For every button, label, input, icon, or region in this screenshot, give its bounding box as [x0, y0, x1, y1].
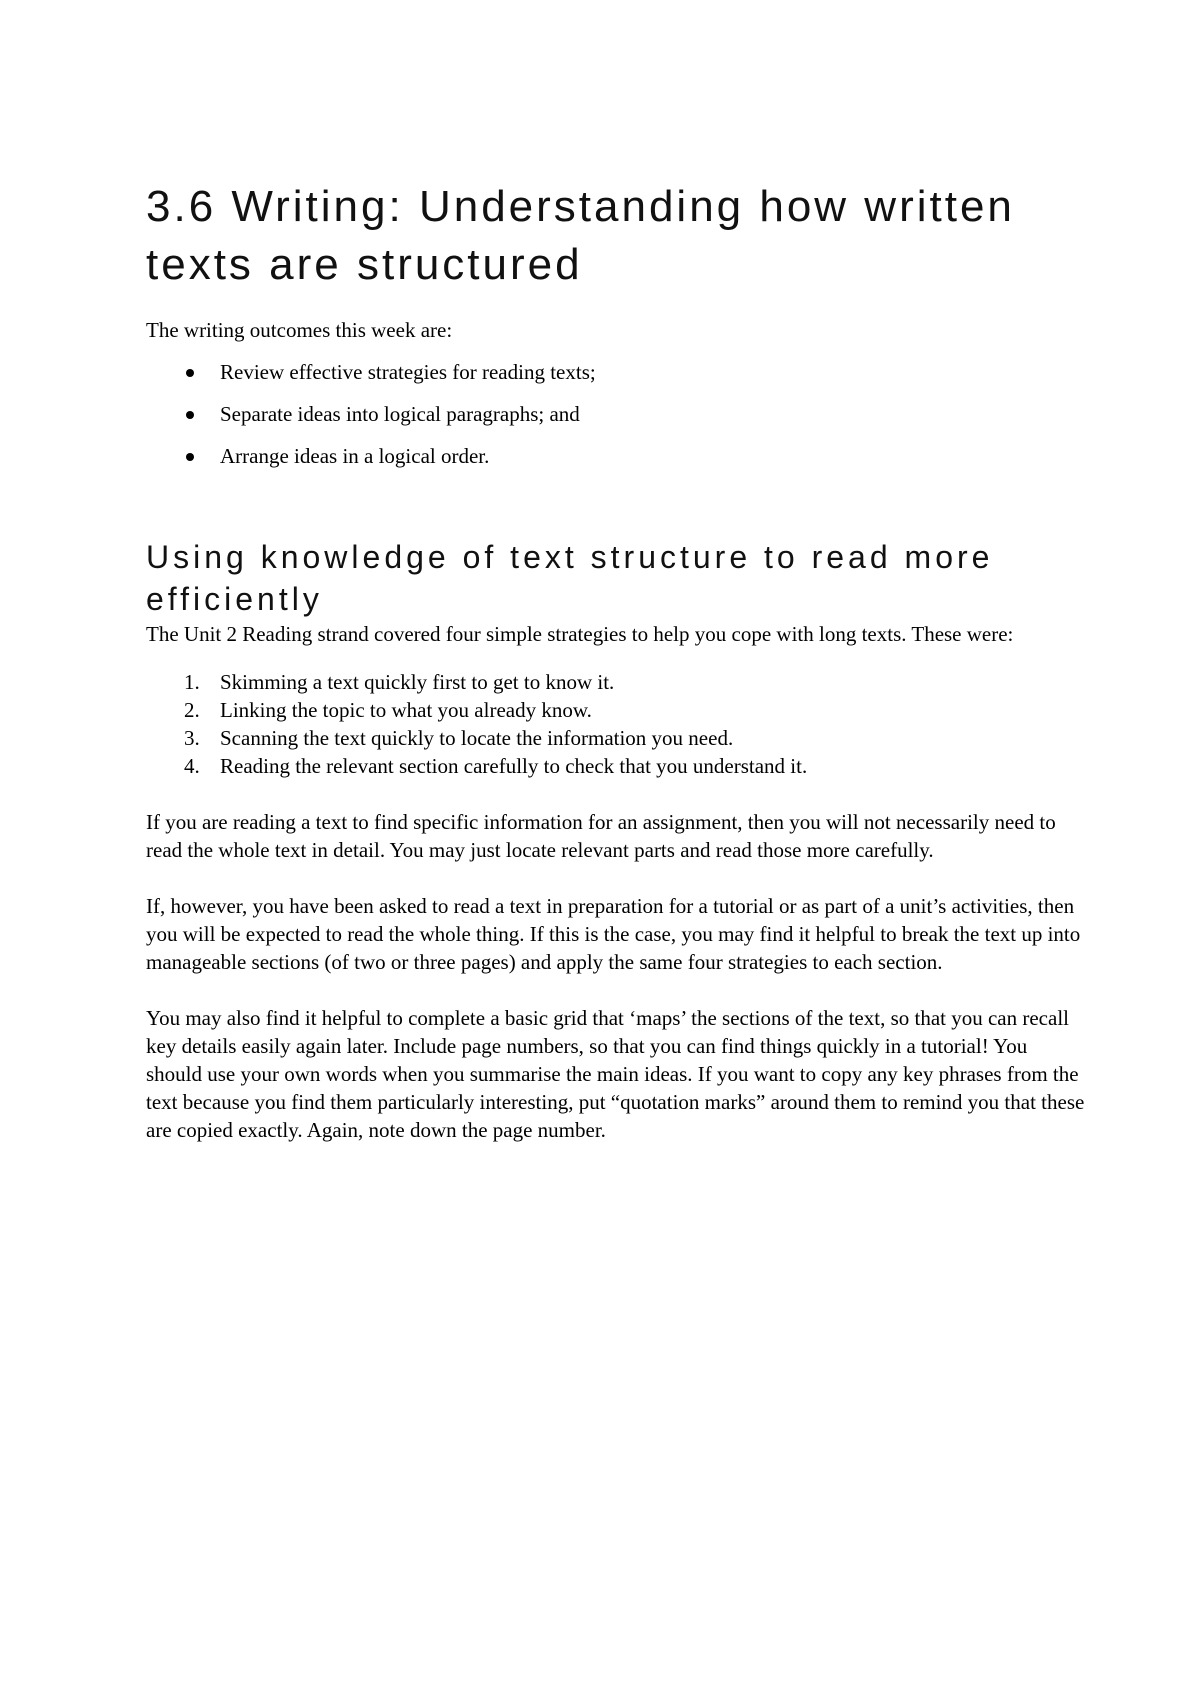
outcome-text: Arrange ideas in a logical order. — [220, 444, 490, 468]
strategies-list — [146, 668, 1086, 780]
list-item — [146, 442, 1086, 470]
bullet-icon — [186, 369, 194, 377]
outcome-text: Review effective strategies for reading texts; — [220, 360, 596, 384]
section-lead: The Unit 2 Reading strand covered four simple strategies to help you cope with long texts. These were: — [146, 622, 1014, 646]
list-number: 2. — [184, 698, 200, 722]
list-item — [146, 724, 1086, 752]
list-number: 3. — [184, 726, 200, 750]
strategy-text: Linking the topic to what you already know. — [220, 698, 592, 722]
section-heading: Using knowledge of text structure to read more efficiently — [146, 539, 994, 617]
outcome-text: Separate ideas into logical paragraphs; and — [220, 402, 580, 426]
body-paragraph: If you are reading a text to find specific information for an assignment, then you will not necessarily need to read the whole text in detail. You may just locate relevant parts and read those more carefully. — [146, 810, 1056, 862]
body-paragraph: You may also find it helpful to complete a basic grid that ‘maps’ the sections of the text, so that you can recall key details easily again later. Include page numbers, so that you can find things quickly in a tutorial! You should use your own words when you summarise the main ideas. If you want to copy any key phrases from the text because you find them particularly interesting, put “quotation marks” around them to remind you that these are copied exactly. Again, note down the page number. — [146, 1006, 1085, 1142]
list-item — [146, 668, 1086, 696]
list-number: 4. — [184, 754, 200, 778]
list-item — [146, 400, 1086, 428]
list-item — [146, 696, 1086, 724]
strategy-text: Reading the relevant section carefully to check that you understand it. — [220, 754, 808, 778]
body-paragraph: If, however, you have been asked to read a text in preparation for a tutorial or as part of a unit’s activities, then you will be expected to read the whole thing. If this is the case, you may find it helpful to break the text up into manageable sections (of two or three pages) and apply the same four strategies to each section. — [146, 894, 1081, 974]
strategy-text: Skimming a text quickly first to get to know it. — [220, 670, 615, 694]
bullet-icon — [186, 453, 194, 461]
intro-text: The writing outcomes this week are: — [146, 318, 453, 342]
outcomes-list — [146, 358, 1086, 470]
list-item — [146, 752, 1086, 780]
bullet-icon — [186, 411, 194, 419]
strategy-text: Scanning the text quickly to locate the information you need. — [220, 726, 734, 750]
list-item — [146, 358, 1086, 386]
page-content — [146, 178, 1086, 1144]
list-number: 1. — [184, 670, 200, 694]
page-title: 3.6 Writing: Understanding how written texts are structured — [146, 182, 1015, 289]
